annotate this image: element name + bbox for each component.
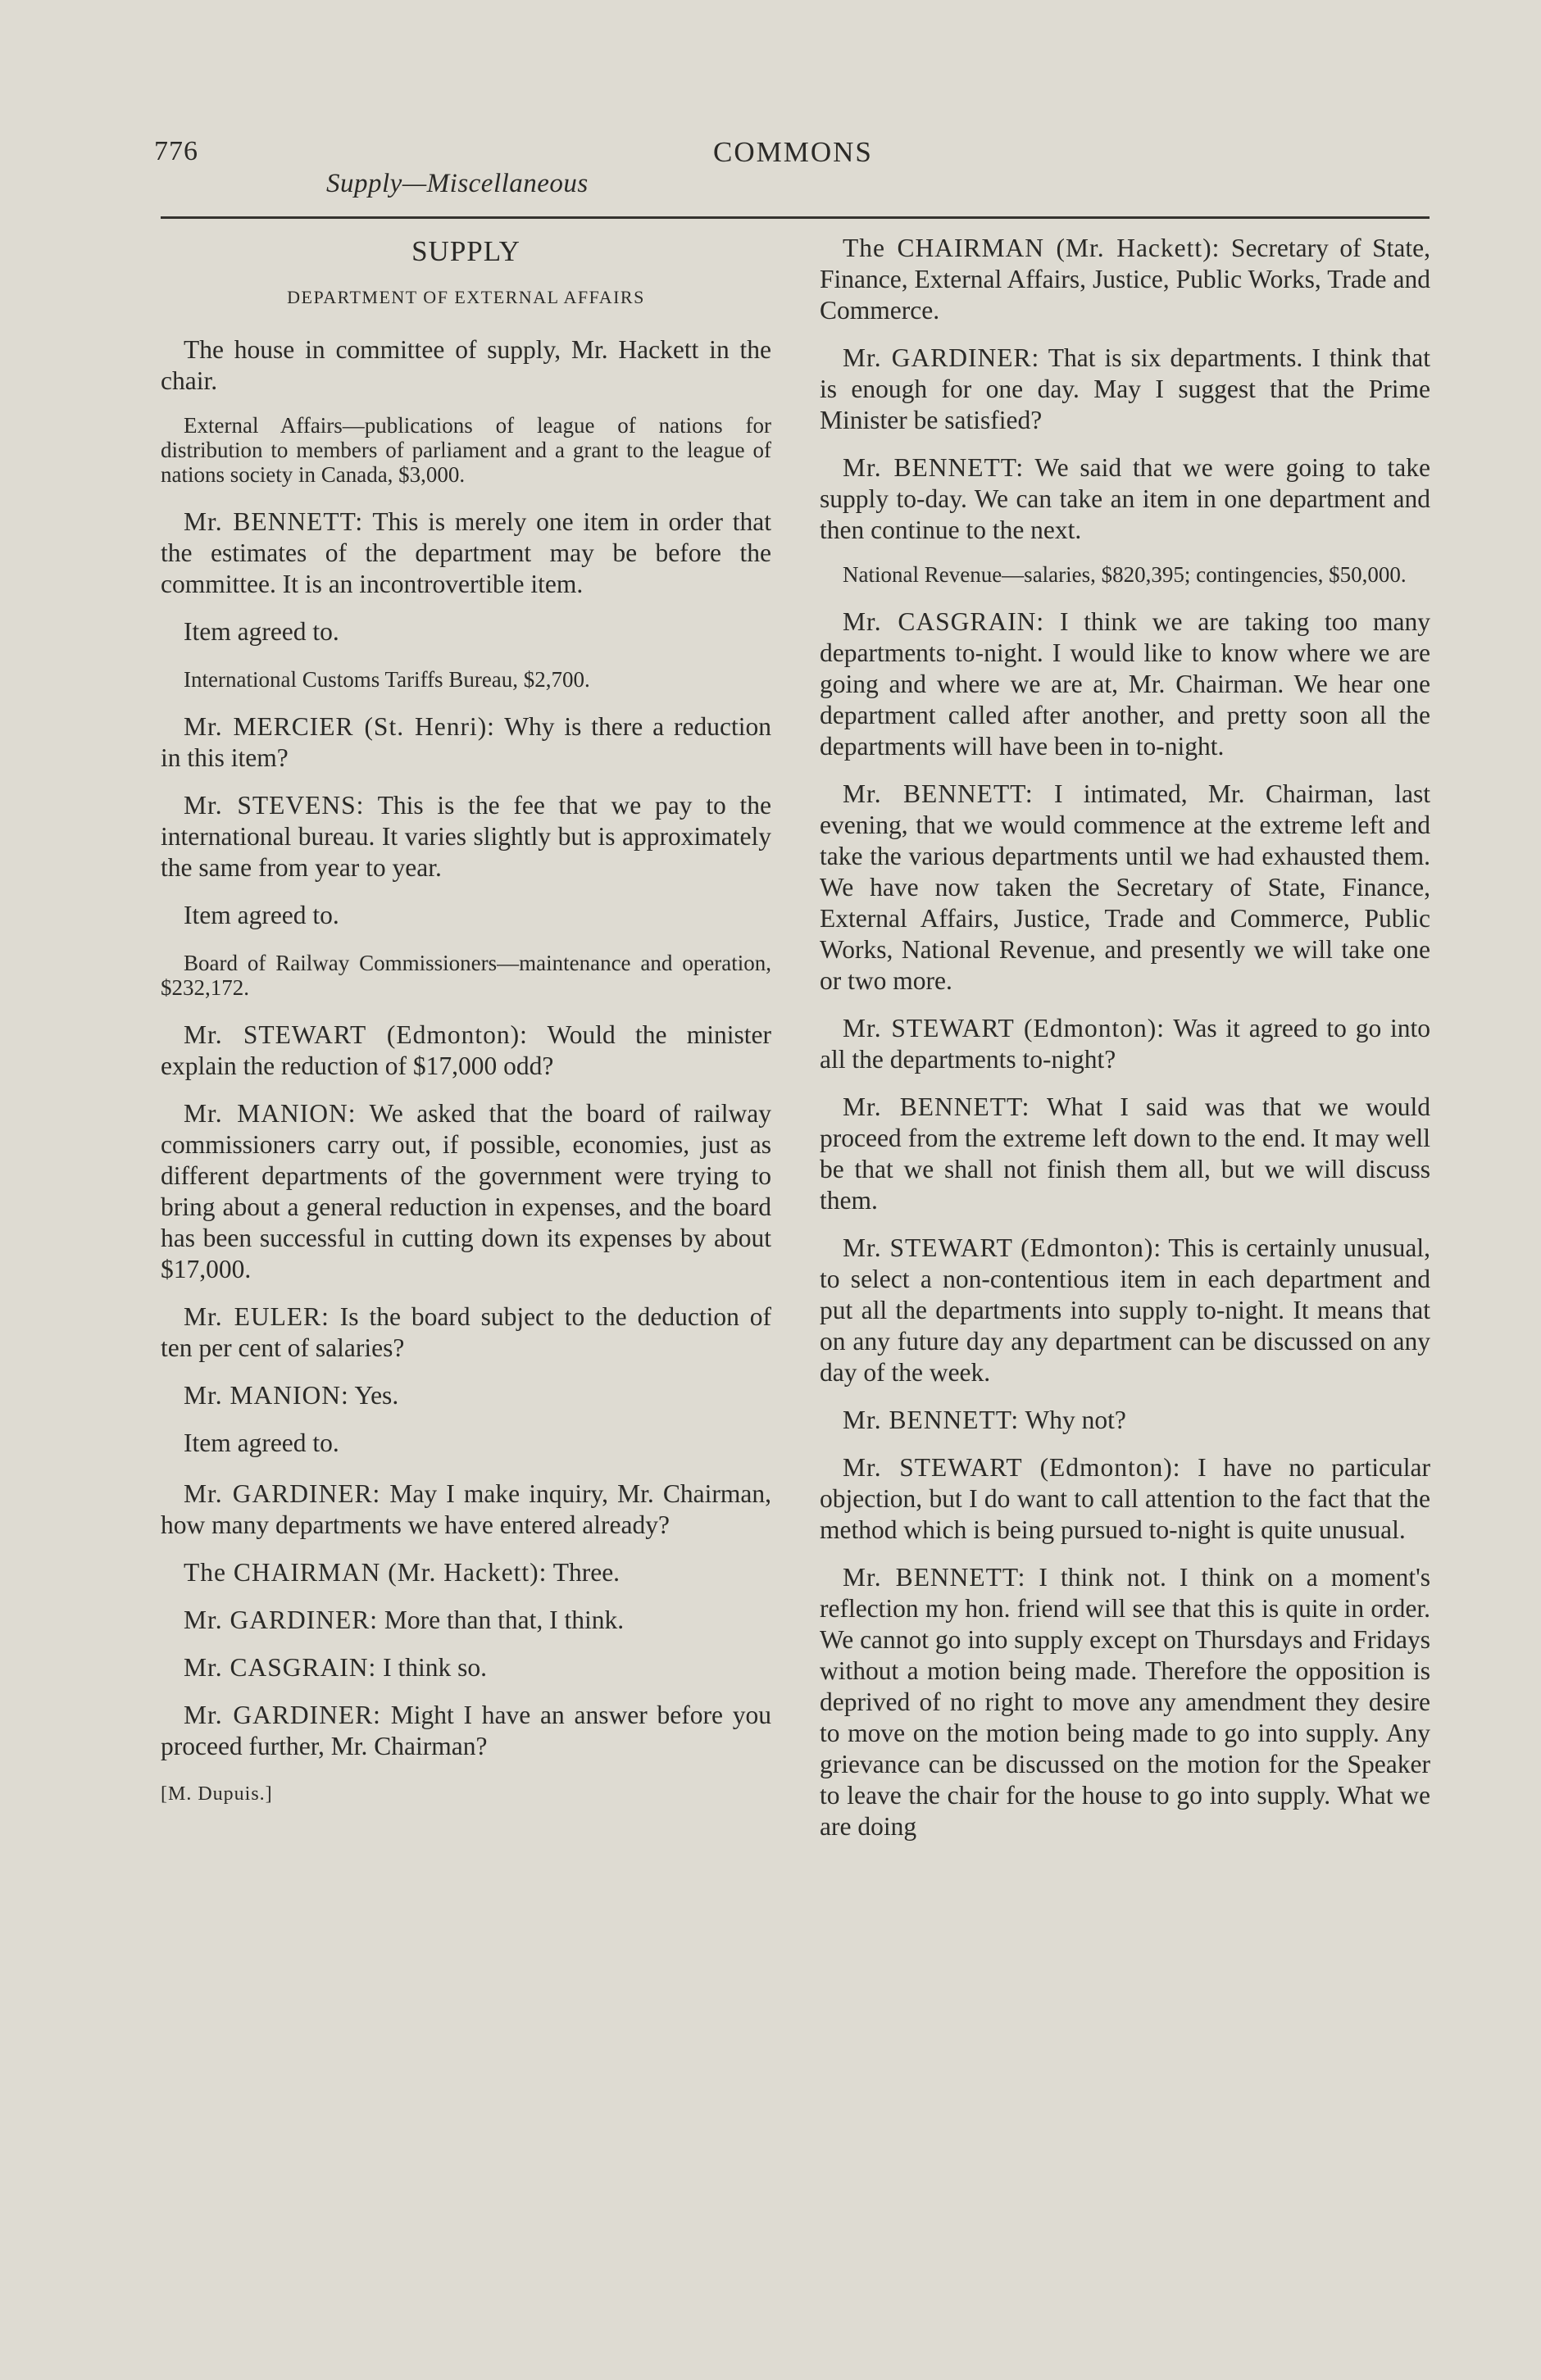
speaker: The CHAIRMAN (Mr. Hackett): [184,1558,548,1587]
paragraph: The CHAIRMAN (Mr. Hackett): Three. [184,1558,620,1587]
paragraph: Mr. CASGRAIN: I think so. [184,1653,488,1682]
paragraph: Mr. BENNETT: What I said was that we would proceed from the extreme left down to the end. It may well be that we shall not finish them all, but we will discuss them. [820,1092,1430,1215]
speaker: Mr. CASGRAIN: [184,1653,377,1682]
paragraph: The house in committee of supply, Mr. Hackett in the chair. [161,335,771,395]
paragraph: Mr. GARDINER: Might I have an answer before you proceed further, Mr. Chairman? [161,1701,771,1760]
running-subtitle: Supply—Miscellaneous [326,169,589,198]
paragraph: Mr. STEVENS: This is the fee that we pay to the international bureau. It varies slightly but is approximately the same from year to year. [161,791,771,882]
paragraph: Mr. MANION: Yes. [184,1381,399,1410]
speaker: Mr. MANION: [184,1381,349,1410]
speaker: Mr. MANION: [184,1099,357,1128]
speaker: Mr. STEWART (Edmonton): [843,1014,1165,1042]
section-heading: SUPPLY [411,235,520,267]
speaker: Mr. GARDINER: [184,1606,379,1634]
paragraph: Mr. EULER: Is the board subject to the deduction of ten per cent of salaries? [161,1302,772,1362]
paragraph: Item agreed to. [184,901,339,929]
speaker: Mr. STEVENS: [184,791,365,820]
section-subheading: DEPARTMENT OF EXTERNAL AFFAIRS [287,287,645,307]
paragraph: The CHAIRMAN (Mr. Hackett): Secretary of State, Finance, External Affairs, Justice, Public Works, Trade and Commerce. [820,234,1431,325]
right-column [820,233,1430,1859]
paragraph: Mr. BENNETT: Why not? [843,1406,1126,1434]
paragraph: Mr. BENNETT: We said that we were going to take supply to-day. We can take an item in one department and then continue to the next. [820,453,1430,544]
paragraph: Mr. BENNETT: I intimated, Mr. Chairman, last evening, that we would commence at the extreme left and take the various departments until we had exhausted them. We have now taken the Secretary of State, Finance, External Affairs, Justice, Trade and Commerce, Public Works, National Revenue, and presently we will take one or two more. [820,779,1431,995]
speaker: Mr. BENNETT: [843,779,1034,808]
paragraph: Mr. MERCIER (St. Henri): Why is there a reduction in this item? [161,712,771,772]
speaker: Mr. BENNETT: [843,1406,1020,1434]
header-rule [161,216,1430,219]
speaker: The CHAIRMAN (Mr. Hackett): [843,234,1221,262]
paragraph: Mr. CASGRAIN: I think we are taking too many departments to-night. I would like to know where we are going and where we are at, Mr. Chairman. We hear one department called after another, and pretty soon all the departments will have been in to-night. [820,607,1430,761]
speaker: Mr. GARDINER: [184,1701,381,1729]
speaker: Mr. STEWART (Edmonton): [843,1233,1162,1262]
paragraph: Item agreed to. [184,617,339,646]
speaker: Mr. STEWART (Edmonton): [843,1453,1181,1482]
estimate-item: External Affairs—publications of league of nations for distribution to members of parliament and a grant to the league of nations society in Canada, $3,000. [161,413,771,487]
paragraph: Mr. GARDINER: May I make inquiry, Mr. Chairman, how many departments we have entered already? [161,1479,771,1539]
page-number: 776 [154,136,198,166]
speaker: Mr. BENNETT: [843,1563,1026,1592]
paragraph: Mr. GARDINER: That is six departments. I think that is enough for one day. May I suggest that the Prime Minister be satisfied? [820,343,1430,434]
speaker: Mr. BENNETT: [843,453,1025,482]
speaker: Mr. GARDINER: [843,343,1040,372]
paragraph: Mr. STEWART (Edmonton): This is certainly unusual, to select a non-contentious item in each department and put all the departments into supply to-night. It means that on any future day any department can be discussed on any day of the week. [820,1233,1430,1387]
speaker: Mr. BENNETT: [843,1092,1030,1121]
paragraph: Mr. STEWART (Edmonton): I have no particular objection, but I do want to call attention to the fact that the method which is being pursued to-night is quite unusual. [820,1453,1430,1544]
left-column [161,233,771,1810]
speaker: Mr. STEWART (Edmonton): [184,1020,528,1049]
speaker: Mr. BENNETT: [184,507,364,536]
speaker: Mr. MERCIER (St. Henri): [184,712,495,741]
estimate-item: National Revenue—salaries, $820,395; contingencies, $50,000. [843,562,1407,587]
paragraph: Item agreed to. [184,1428,339,1457]
speaker: Mr. CASGRAIN: [843,607,1045,636]
paragraph: Mr. STEWART (Edmonton): Would the minister explain the reduction of $17,000 odd? [161,1020,771,1080]
footer-attribution: [M. Dupuis.] [161,1783,273,1805]
paragraph: Mr. BENNETT: I think not. I think on a moment's reflection my hon. friend will see that this is quite in order. We cannot go into supply except on Thursdays and Fridays without a motion being made. Therefore the opposition is deprived of no right to move any amendment they desire to move on the motion being made to go into supply. Any grievance can be discussed on the motion for the Speaker to leave the chair for the house to go into supply. What we are doing [820,1563,1431,1841]
paragraph: Mr. MANION: We asked that the board of railway commissioners carry out, if possible, economies, just as different departments of the government were trying to bring about a general reduction in expenses, and the board has been successful in cutting down its expenses by about $17,000. [161,1099,771,1283]
speaker: Mr. GARDINER: [184,1479,381,1508]
paragraph: Mr. GARDINER: More than that, I think. [184,1606,625,1634]
speaker: Mr. EULER: [184,1302,330,1331]
paragraph: Mr. STEWART (Edmonton): Was it agreed to go into all the departments to-night? [820,1014,1430,1074]
paragraph: Mr. BENNETT: This is merely one item in order that the estimates of the department may be before the committee. It is an incontrovertible item. [161,507,772,598]
running-head: COMMONS [713,136,873,168]
estimate-item: International Customs Tariffs Bureau, $2,700. [184,667,590,692]
estimate-item: Board of Railway Commissioners—maintenance and operation, $232,172. [161,951,771,1000]
